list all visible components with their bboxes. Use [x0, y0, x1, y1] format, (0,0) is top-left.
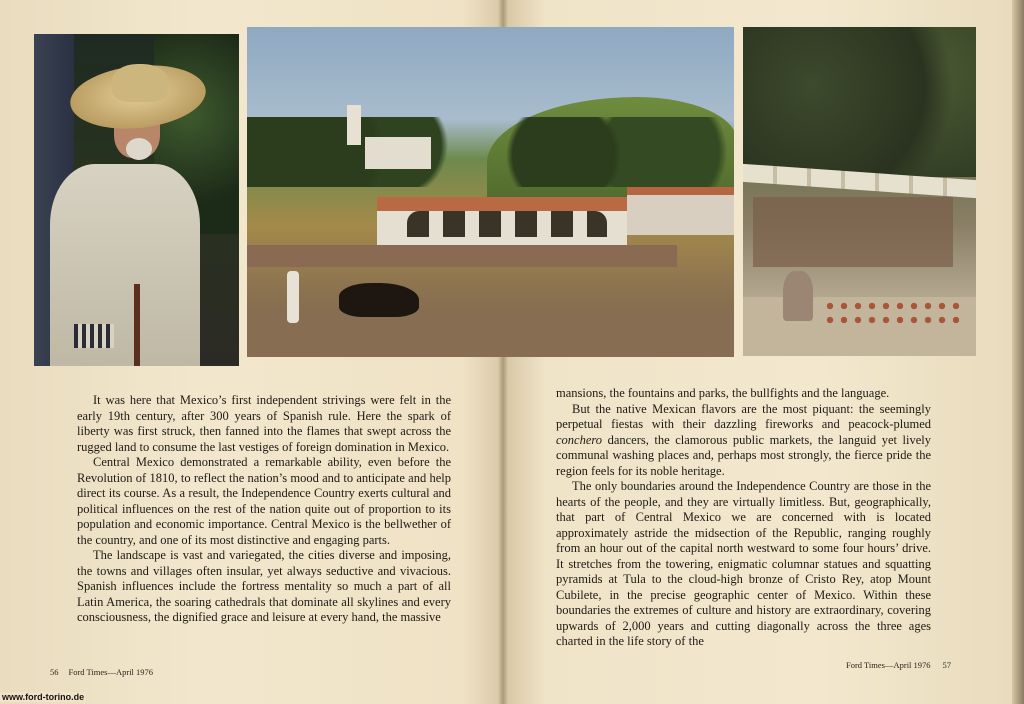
photo-hacienda-landscape: [247, 27, 734, 357]
paragraph: It was here that Mexico’s first independent strivings were felt in the early 19th century, after 300 years of Spanish rule. Here the spark of liberty was first struck, then fanned into the flames that swept across the rugged land to consume the last vestiges of foreign domination in Mexico.: [77, 393, 451, 454]
paragraph: The landscape is vast and variegated, the cities diverse and imposing, the towns and villages often insular, yet always seductive and vivacious. Spanish influences include the fortress mentality so much a part of all Latin America, the soaring cathedrals that dominate all skylines and every consciousness, the dignified grace and leisure at every hand, the massive: [77, 548, 451, 624]
magazine-issue: Ford Times—April 1976: [68, 667, 154, 677]
left-column-text: [77, 393, 451, 626]
photo-village-market: [743, 27, 976, 356]
folio-left: [50, 667, 153, 677]
text-run: dancers, the clamorous public markets, the languid yet lively communal washing places and, perhaps most strongly, the fierce pride the region feels for its noble heritage.: [556, 432, 931, 478]
page-number: 56: [50, 667, 59, 677]
source-watermark: www.ford-torino.de: [2, 692, 85, 702]
paragraph: Central Mexico demonstrated a remarkable ability, even before the Revolution of 1810, to reflect the nation’s mood and to anticipate and help direct its course. As a result, the Independence Country exerts cultural and political influences on the rest of the nation quite out of proportion to its population and economic importance. Central Mexico is the bellwether of the country, and one of its most distinctive and engaging parts.: [77, 455, 451, 547]
paragraph-continuation: mansions, the fountains and parks, the bullfights and the language.: [556, 386, 890, 400]
right-column-text: [556, 386, 931, 650]
folio-right: [846, 660, 951, 670]
text-run: But the native Mexican flavors are the most piquant: the seemingly perpetual fiestas with their dazzling fireworks and peacock-plumed: [556, 401, 931, 431]
magazine-issue: Ford Times—April 1976: [846, 660, 931, 670]
page-edge: [1012, 0, 1024, 704]
page-number: 57: [942, 660, 952, 670]
paragraph: The only boundaries around the Independence Country are those in the hearts of the people, and they are virtually limitless. But, geographically, that part of Central Mexico we are concerned with is located approximately astride the midsection of the Republic, ranging roughly from an hour out of the capital north westward to some four hours’ drive. It stretches from the towering, enigmatic columnar statues and squatting pyramids at Tula to the cloud-high bronze of Cristo Rey, atop Mount Cubilete, in the precise geographic center of Mexico. Within these boundaries the extremes of culture and history are extraordinary, covering upwards of 2,000 years and cutting diagonally across the three ages charted in the life story of the: [556, 479, 931, 648]
paragraph: [556, 402, 931, 480]
italic-term: conchero: [556, 432, 603, 447]
photo-old-man-sombrero: [34, 34, 239, 366]
